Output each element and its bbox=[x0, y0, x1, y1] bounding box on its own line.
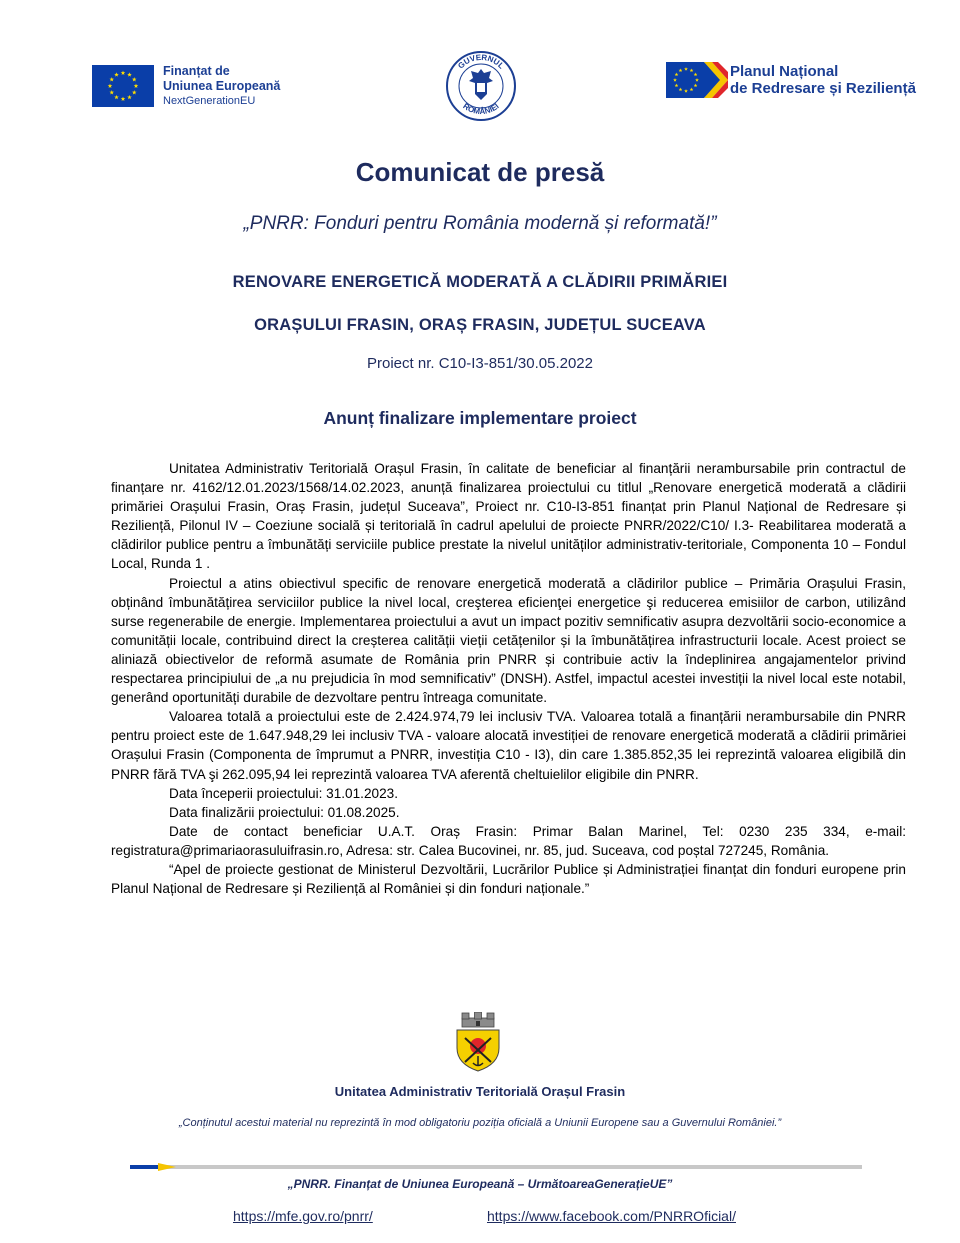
project-title-line2: ORAȘULUI FRASIN, ORAȘ FRASIN, JUDEȚUL SUCEAVA bbox=[254, 316, 706, 334]
eu-logo-text bbox=[163, 64, 280, 108]
announcement-heading: Anunț finalizare implementare proiect bbox=[323, 408, 637, 428]
facebook-pnrr-link[interactable]: https://www.facebook.com/PNRROficial/ bbox=[487, 1208, 736, 1224]
page-title: Comunicat de presă bbox=[355, 157, 605, 187]
uat-name: Unitatea Administrativ Teritorială Orașul Frasin bbox=[334, 1084, 626, 1099]
pnrr-logo-text bbox=[730, 63, 916, 97]
body-paragraph-objectives: Proiectul a atins obiectivul specific de renovare energetică moderată a clădirilor publice – Primăria Orașului Frasin, obținând îmbunătățirea serviciilor publice la nivel local, creşterea eficienţei energetice şi reducerea emisiilor de carbon, utilizând surse regenerabile de energie. Implementarea proiectului a avut un impact pozitiv semnificativ asupra dezvoltării socio-economice a comunității locale, contribuind direct la creșterea calității vieții cetățenilor și la îmbunătățirea infrastructurii locale. Acest proiect se aliniază obiectivelor de reformă asumate de România prin PNRR și contribuie activ la îndeplinirea angajamentelor privind respectarea principiului de „a nu prejudicia în mod semnificativ” (DNSH). Astfel, impactul acestei investiții la nivel local este notabil, generând oportunități durabile de dezvoltare pentru întreaga comunitate. bbox=[111, 575, 906, 706]
body-contact-info: Date de contact beneficiar U.A.T. Oraș Frasin: Primar Balan Marinel, Tel: 0230 235 334, e-mail: registratura@primariaorasuluifrasin.ro, Adresa: str. Calea Bucovinei, nr. 85, jud. Suceava, cod poștal 727245, România. bbox=[111, 823, 906, 858]
eu-flag-icon bbox=[92, 65, 154, 107]
body-start-date: Data începerii proiectului: 31.01.2023. bbox=[169, 785, 398, 801]
romanian-government-seal-icon bbox=[445, 50, 517, 122]
svg-text:ROMÂNIEI bbox=[461, 102, 500, 117]
mfe-pnrr-link[interactable]: https://mfe.gov.ro/pnrr/ bbox=[233, 1208, 373, 1224]
body-call-statement: “Apel de proiecte gestionat de Ministerul Dezvoltării, Lucrărilor Publice și Administrației finanțat din fonduri europene prin Planul Național de Redresare și Reziliență al României și din fonduri naționale.” bbox=[111, 861, 906, 897]
eu-logo-line1: Finanțat de bbox=[163, 64, 230, 78]
project-title-line1: RENOVARE ENERGETICĂ MODERATĂ A CLĂDIRII PRIMĂRIEI bbox=[232, 273, 728, 291]
body-paragraph-intro: Unitatea Administrativ Teritorială Orașul Frasin, în calitate de beneficiar al finanțării nerambursabile prin contractul de finanțare nr. 4162/12.01.2023/1568/14.02.2023, anunță finalizarea proiectului cu titlul „Renovare energetică moderată a clădirii primăriei Orașului Frasin, Oraș Frasin, județul Suceava”, Proiect nr. C10-I3-851 finanțat prin Planul Național de Redresare și Reziliență, Pilonul IV – Coeziune socială și teritorială în cadrul apelului de proiecte PNRR/2022/C10/ I.3- Reabilitarea moderată a clădirilor publice pentru a îmbunătăți serviciile publice prestate la nivelul unităților administrativ-teritoriale, Componenta 10 – Fondul Local, Runda 1 . bbox=[111, 461, 906, 572]
frasin-coat-of-arms-icon bbox=[453, 1012, 503, 1072]
footer-tagline: „PNRR. Finanțat de Uniunea Europeană – UrmătoareaGenerațieUE” bbox=[287, 1177, 673, 1191]
eu-logo-line3: NextGenerationEU bbox=[163, 95, 256, 107]
project-number: Proiect nr. C10-I3-851/30.05.2022 bbox=[367, 355, 593, 372]
svg-text:GUVERNUL bbox=[456, 53, 506, 71]
body-end-date: Data finalizării proiectului: 01.08.2025. bbox=[169, 804, 400, 820]
press-release-body bbox=[111, 459, 906, 898]
eu-logo-line2: Uniunea Europeană bbox=[163, 79, 281, 93]
seal-top-text: GUVERNUL bbox=[456, 52, 506, 71]
eu-funding-logo bbox=[92, 64, 280, 108]
pnrr-logo bbox=[666, 62, 916, 98]
seal-bottom-text: ROMÂNIEI bbox=[461, 101, 501, 117]
pnrr-logo-line2: de Redresare și Reziliență bbox=[730, 80, 916, 97]
pnrr-logo-line1: Planul Național bbox=[730, 63, 839, 80]
pnrr-flag-icon bbox=[666, 62, 728, 98]
footer-divider bbox=[130, 1163, 862, 1171]
eu-disclaimer: „Conținutul acestui material nu reprezintă în mod obligatoriu poziția oficială a Uniunii Europene sau a Guvernului României.” bbox=[178, 1117, 782, 1129]
body-paragraph-values: Valoarea totală a proiectului este de 2.424.974,79 lei inclusiv TVA. Valoarea totală a finanțării nerambursabile din PNRR pentru proiect este de 1.647.948,29 lei inclusiv TVA - valoare alocată investiției de renovare energetică moderată a clădirii primăriei Orașului Frasin (Componenta de împrumut a PNRR, investiția C10 - I3), din care 1.385.852,35 lei reprezintă valoarea eligibilă din PNRR fără TVA şi 262.095,94 lei reprezintă valoarea TVA aferentă cheltuielilor eligibile din PNRR. bbox=[111, 709, 906, 782]
page-subtitle: „PNRR: Fonduri pentru România modernă și reformată!” bbox=[243, 213, 717, 234]
